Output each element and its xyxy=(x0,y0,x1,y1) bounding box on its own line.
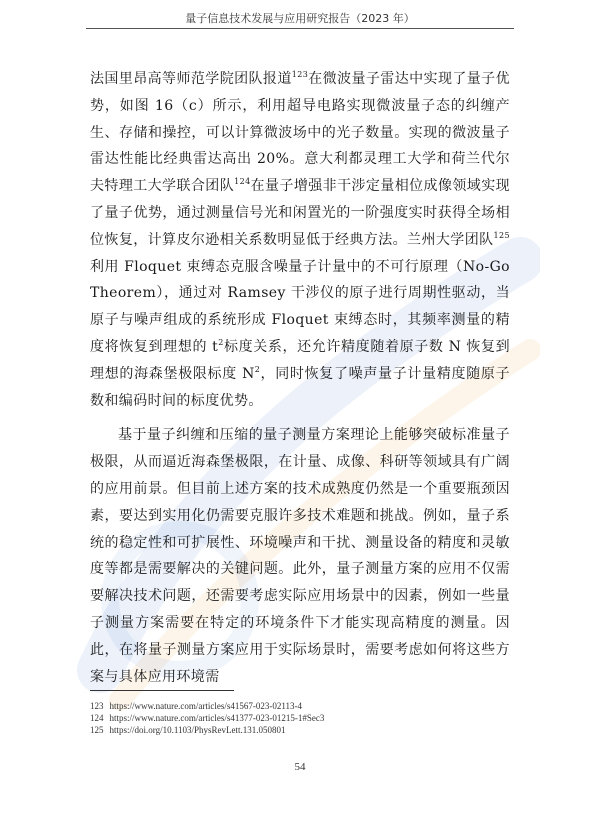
superscript: 123 xyxy=(291,70,309,79)
footnote xyxy=(90,712,510,724)
superscript: 2 xyxy=(218,337,224,347)
text-run: 标度关系，还允许精度随着原子数 N 恢复到理想的海森堡极限标度 N xyxy=(90,338,510,382)
running-header: 量子信息技术发展与应用研究报告（2023 年） xyxy=(185,12,415,25)
page-number: 54 xyxy=(294,761,306,773)
footnote-link[interactable]: https://doi.org/10.1103/PhysRevLett.131.050801 xyxy=(109,725,286,735)
paragraph xyxy=(90,66,510,414)
footnote-number: 123 xyxy=(90,701,104,711)
footnote-link[interactable]: https://www.nature.com/articles/s41377-023-01215-1#Sec3 xyxy=(109,713,325,723)
text-run: 法国里昂高等师范学院团队报道 xyxy=(90,71,292,87)
footnote-number: 125 xyxy=(90,725,104,735)
header-rule xyxy=(86,28,514,29)
text-run: 利用 Floquet 束缚态克服含噪量子计量中的不可行原理（No-Go Theorem），通过对 Ramsey 干涉仪的原子进行周期性驱动，当原子与噪声组成的系统形成 Floquet 束缚态时，其频率测量的精度将恢复到理想的 t xyxy=(90,258,510,355)
footnote-number: 124 xyxy=(90,713,104,723)
text-run: 基于量子纠缠和压缩的量子测量方案理论上能够突破标准量子极限，从而逼近海森堡极限，在计量、成像、科研等领域具有广阔的应用前景。但目前上述方案的技术成熟度仍然是一个重要瓶颈因素，要达到实用化仍需要克服许多技术难题和挑战。例如，量子系统的稳定性和可扩展性、环境噪声和干扰、测量设备的精度和灵敏度等都是需要解决的关键问题。此外，量子测量方案的应用不仅需要解决技术问题，还需要考虑实际应用场景中的因素，例如一些量子测量方案需要在特定的环境条件下才能实现高精度的测量。因此，在将量子测量方案应用于实际场景时，需要考虑如何将这些方案与具体应用环境需 xyxy=(90,427,510,685)
footnote-rule xyxy=(90,690,234,691)
superscript: 2 xyxy=(254,364,261,374)
body-text xyxy=(90,66,510,690)
footnotes xyxy=(90,700,510,736)
footnote xyxy=(90,700,510,712)
paragraph xyxy=(90,422,510,690)
footnote xyxy=(90,724,510,736)
text-run: 在微波量子雷达中实现了量子优势，如图 16（c）所示，利用超导电路实现微波量子态的纠缠产生、存储和操控，可以计算微波场中的光子数量。实现的微波量子雷达性能比经典雷达高出 20%。意大利都灵理工大学和荷兰代尔夫特理工大学联合团队 xyxy=(90,71,510,195)
superscript: 124 xyxy=(234,177,251,187)
text-run: 在量子增强非干涉定量相位成像领域实现了量子优势，通过测量信号光和闲置光的一阶强度实时获得全场相位恢复，计算皮尔逊相关系数明显低于经典方法。兰州大学团队 xyxy=(90,178,511,248)
text-run: ，同时恢复了噪声量子计量精度随原子数和编码时间的标度优势。 xyxy=(90,365,510,409)
superscript: 125 xyxy=(493,230,510,240)
footnote-link[interactable]: https://www.nature.com/articles/s41567-023-02113-4 xyxy=(109,701,303,711)
